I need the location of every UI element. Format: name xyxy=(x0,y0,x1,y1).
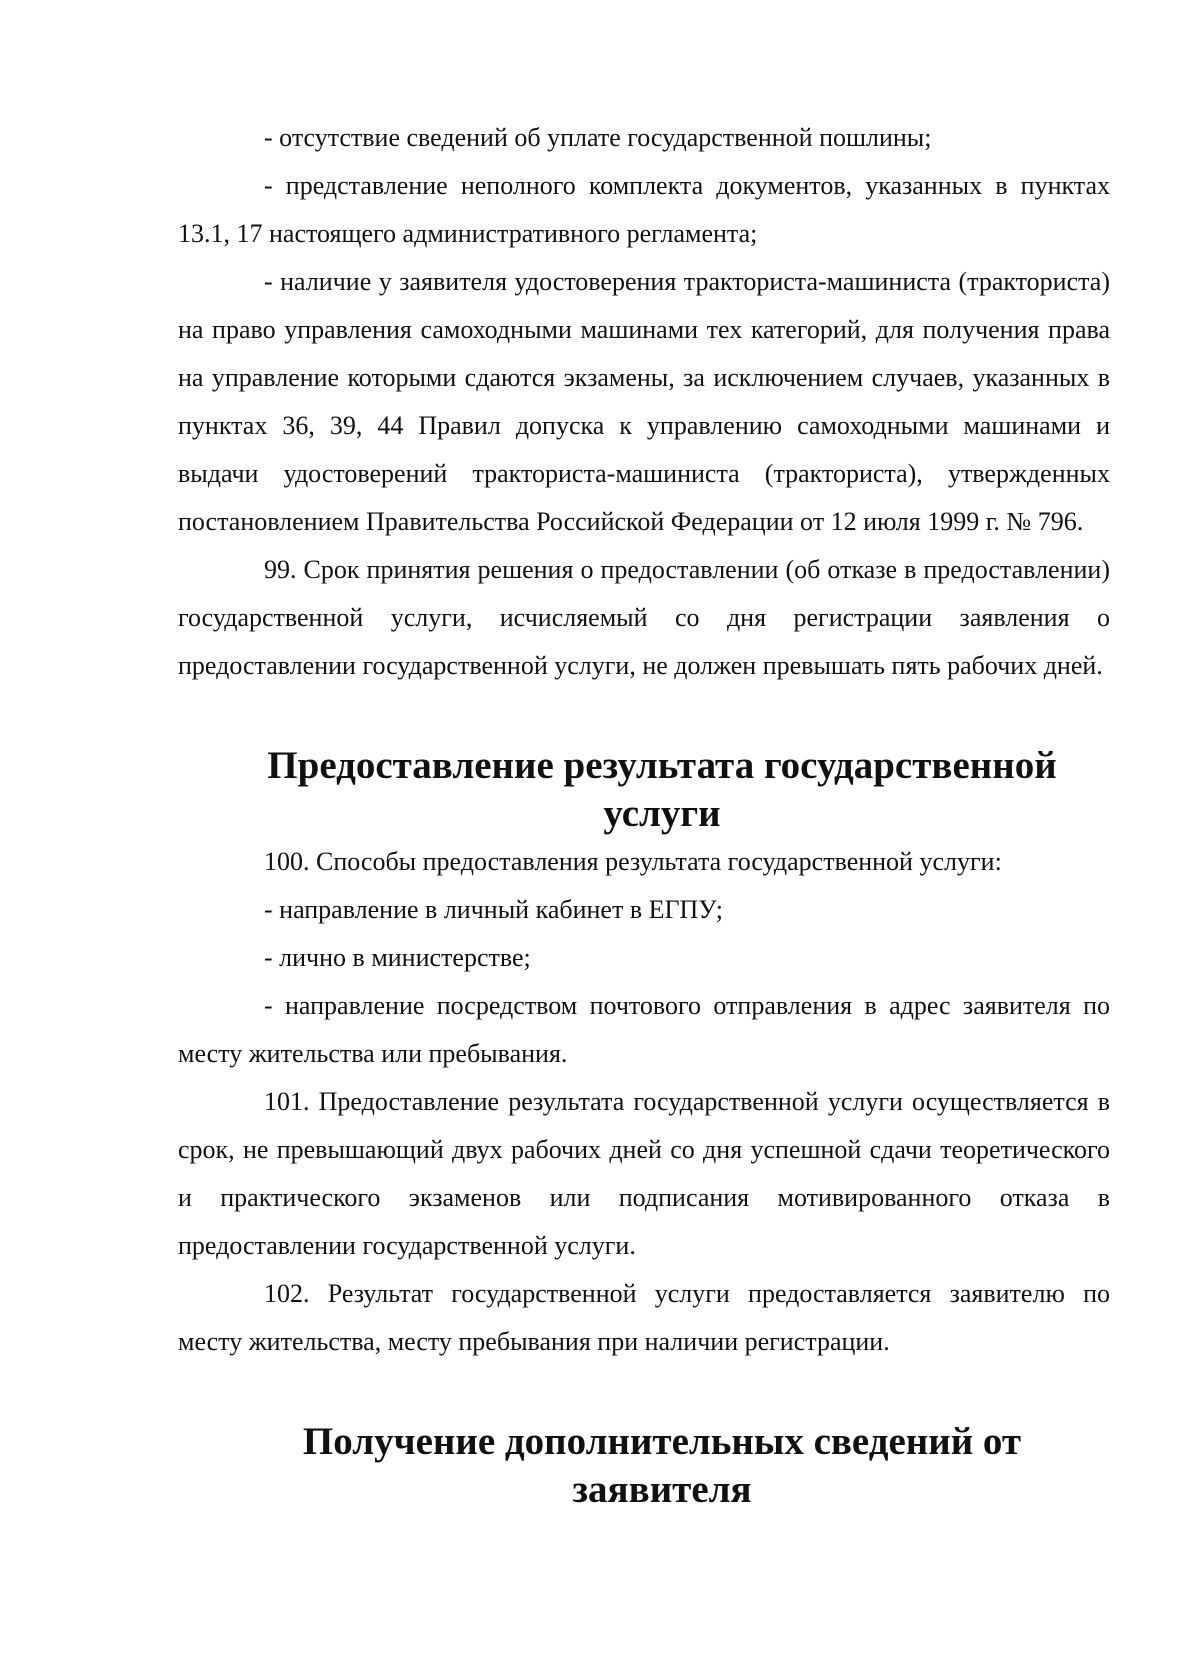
paragraph-existing-license: - наличие у заявителя удостоверения тракториста-машиниста (тракториста) на право управления самоходными машинами тех категорий, для получения права на управление которыми сдаются экзамены, за исключением случаев, указанных в пунктах 36, 39, 44 Правил допуска к управлению самоходными машинами и выдачи удостоверений тракториста-машиниста (тракториста), утвержденных постановлением Правительства Российской Федерации от 12 июля 1999 г. № 796. xyxy=(178,267,1110,536)
section-heading-result-provision: Предоставление результата государственной услуги xyxy=(267,744,1057,835)
paragraph-99-decision-term: 99. Срок принятия решения о предоставлении (об отказе в предоставлении) государственной услуги, исчисляемый со дня регистрации заявления о предоставлении государственной услуги, не должен превышать пять рабочих дней. xyxy=(178,555,1110,680)
paragraph-incomplete-documents: - представление неполного комплекта документов, указанных в пунктах 13.1, 17 настоящего административного регламента; xyxy=(178,171,1110,248)
paragraph-method-in-person: - лично в министерстве; xyxy=(264,943,531,972)
section-spacer xyxy=(178,690,1110,742)
document-page xyxy=(178,114,1110,1514)
paragraph-method-personal-account: - направление в личный кабинет в ЕГПУ; xyxy=(264,895,723,924)
section-spacer xyxy=(178,1366,1110,1418)
paragraph-100-result-methods: 100. Способы предоставления результата государственной услуги: xyxy=(264,847,1002,876)
paragraph-102-result-location: 102. Результат государственной услуги предоставляется заявителю по месту жительства, месту пребывания при наличии регистрации. xyxy=(178,1279,1110,1356)
paragraph-101-result-term: 101. Предоставление результата государственной услуги осуществляется в срок, не превышающий двух рабочих дней со дня успешной сдачи теоретического и практического экзаменов или подписания мотивированного отказа в предоставлении государственной услуги. xyxy=(178,1087,1110,1260)
paragraph-method-postal: - направление посредством почтового отправления в адрес заявителя по месту жительства или пребывания. xyxy=(178,991,1110,1068)
paragraph-no-fee-info: - отсутствие сведений об уплате государственной пошлины; xyxy=(264,123,932,152)
section-heading-additional-info: Получение дополнительных сведений от заявителя xyxy=(302,1420,1022,1511)
